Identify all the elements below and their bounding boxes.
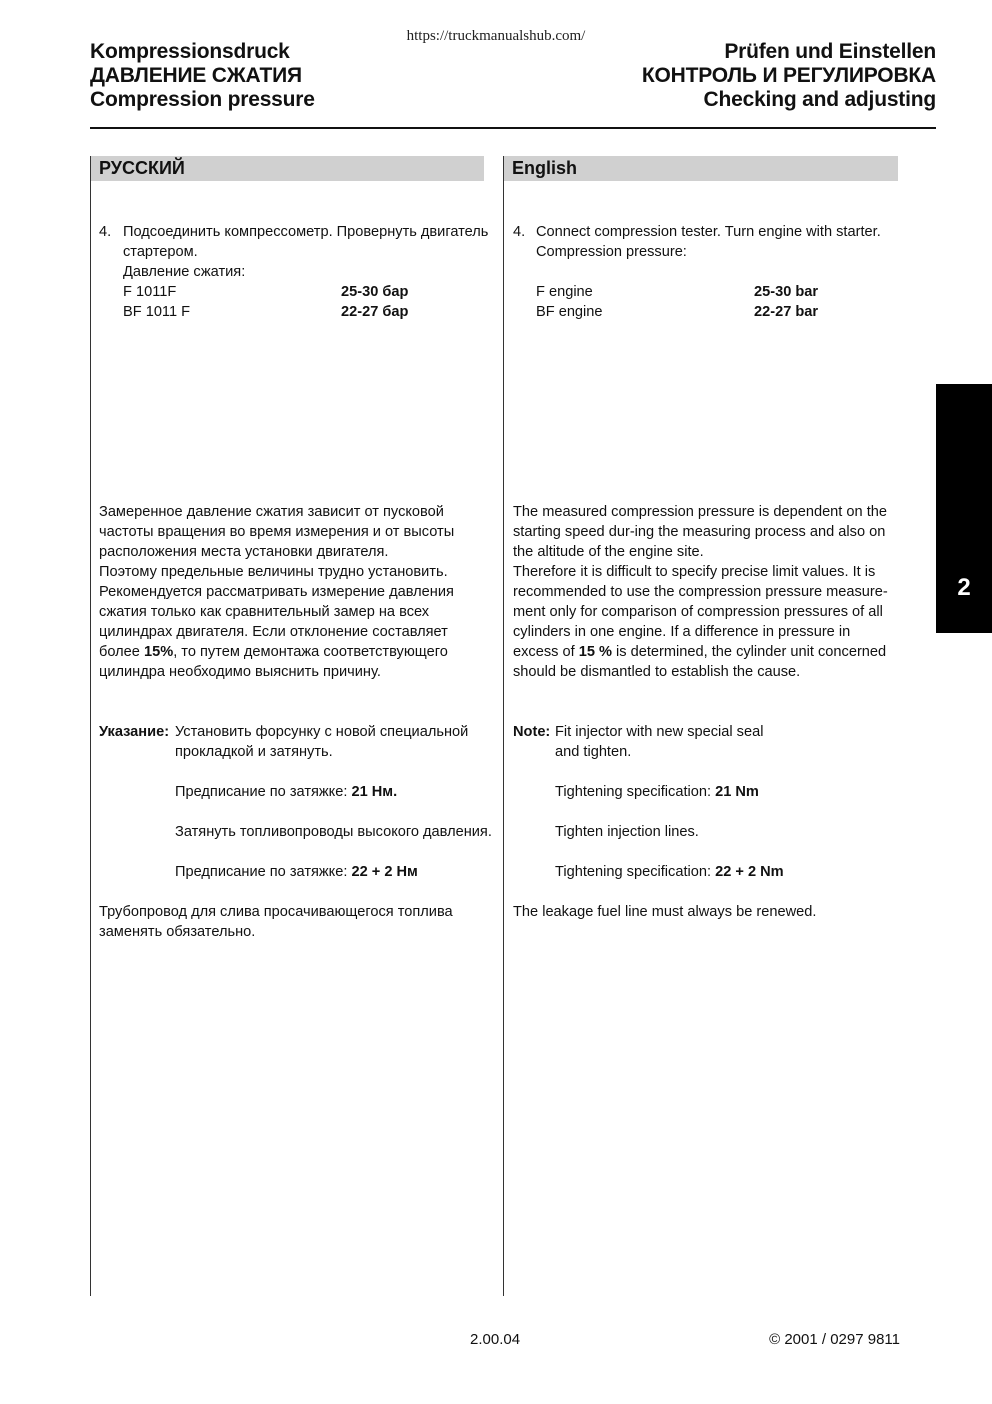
header-rule bbox=[90, 127, 936, 129]
copyright: © 2001 / 0297 9811 bbox=[769, 1331, 900, 1348]
en-paragraph bbox=[513, 502, 918, 682]
en-para-line: Therefore it is difficult to specify precise limit values. It is bbox=[513, 564, 876, 580]
ru-spec1-value: 25-30 бар bbox=[341, 284, 409, 300]
source-url: https://truckmanualshub.com/ bbox=[406, 28, 586, 44]
en-spec2-value: 22-27 bar bbox=[754, 304, 819, 320]
en-para-line: ment only for comparison of compression pressures of all bbox=[513, 604, 883, 620]
ru-step-line: стартером. bbox=[123, 244, 198, 260]
ru-leakage-text: Трубопровод для слива просачивающегося топлива заменять обязательно. bbox=[99, 904, 453, 940]
ru-step-line: Подсоединить компрессометр. Провернуть двигатель bbox=[123, 224, 489, 240]
ru-para-line: расположения места установки двигателя. bbox=[99, 544, 389, 560]
header-left bbox=[90, 40, 315, 112]
ru-para-line: более 15%, то путем демонтажа соответствующего bbox=[99, 644, 448, 660]
en-para-line: should be dismantled to establish the cause. bbox=[513, 664, 801, 680]
ru-step-line: Давление сжатия: bbox=[123, 264, 246, 280]
ru-para-line: цилиндрах двигателя. Если отклонение составляет bbox=[99, 624, 448, 640]
en-para-line: excess of 15 % is determined, the cylinder unit concerned bbox=[513, 644, 887, 660]
en-step-number: 4. bbox=[513, 224, 526, 240]
section-russian: КОНТРОЛЬ И РЕГУЛИРОВКА bbox=[641, 64, 936, 87]
en-leakage-text: The leakage fuel line must always be renewed. bbox=[513, 904, 817, 920]
ru-step-number: 4. bbox=[99, 224, 112, 240]
ru-para-line: Поэтому предельные величины трудно установить. bbox=[99, 564, 448, 580]
en-torque-1: Tightening specification: 21 Nm bbox=[555, 784, 759, 800]
en-spec1-label: F engine bbox=[536, 284, 593, 300]
ru-torque-1: Предписание по затяжке: 21 Нм. bbox=[175, 784, 398, 800]
en-step-4 bbox=[513, 222, 913, 272]
page-number: 2.00.04 bbox=[470, 1331, 521, 1348]
en-note-label: Note: bbox=[513, 724, 551, 740]
ru-para-line: сжатия только как сравнительный замер на всех bbox=[99, 604, 430, 620]
title-russian: ДАВЛЕНИЕ СЖАТИЯ bbox=[90, 64, 302, 87]
middle-column-line bbox=[503, 156, 504, 1296]
ru-para-line: Рекомендуется рассматривать измерение давления bbox=[99, 584, 454, 600]
ru-note-label: Указание: bbox=[99, 724, 170, 740]
russian-column-heading: РУССКИЙ bbox=[91, 156, 484, 181]
ru-lines-text: Затянуть топливопроводы высокого давления. bbox=[175, 824, 492, 840]
title-german: Kompressionsdruck bbox=[90, 40, 290, 63]
en-para-line: The measured compression pressure is dependent on the bbox=[513, 504, 887, 520]
section-german: Prüfen und Einstellen bbox=[724, 40, 936, 63]
ru-para-line: цилиндра необходимо выяснить причину. bbox=[99, 664, 381, 680]
ru-spec1-label: F 1011F bbox=[123, 284, 177, 300]
ru-paragraph bbox=[99, 502, 494, 682]
en-lines-text: Tighten injection lines. bbox=[555, 824, 699, 840]
en-step-line: Connect compression tester. Turn engine with starter. bbox=[536, 224, 881, 240]
en-torque-2: Tightening specification: 22 + 2 Nm bbox=[555, 864, 784, 880]
ru-para-line: Замеренное давление сжатия зависит от пусковой bbox=[99, 504, 444, 520]
chapter-tab bbox=[936, 384, 992, 633]
en-para-line: recommended to use the compression pressure measure- bbox=[513, 584, 888, 600]
en-spec2-label: BF engine bbox=[536, 304, 603, 320]
en-para-line: cylinders in one engine. If a difference in pressure in bbox=[513, 624, 851, 640]
en-para-line: starting speed dur-ing the measuring process and also on bbox=[513, 524, 886, 540]
chapter-number: 2 bbox=[957, 574, 971, 601]
english-column-heading: English bbox=[504, 156, 898, 181]
ru-para-line: частоты вращения во время измерения и от высоты bbox=[99, 524, 455, 540]
ru-torque-2: Предписание по затяжке: 22 + 2 Нм bbox=[175, 864, 418, 880]
en-para-line: the altitude of the engine site. bbox=[513, 544, 704, 560]
en-spec1-value: 25-30 bar bbox=[754, 284, 819, 300]
left-column-line bbox=[90, 156, 91, 1296]
en-note-text: Fit injector with new special seal and tighten. bbox=[555, 724, 764, 760]
section-english: Checking and adjusting bbox=[703, 88, 936, 111]
title-english: Compression pressure bbox=[90, 88, 315, 111]
en-step-line: Compression pressure: bbox=[536, 244, 687, 260]
ru-spec2-label: BF 1011 F bbox=[123, 304, 191, 320]
header-right bbox=[642, 40, 936, 112]
ru-note-text: Установить форсунку с новой специальной прокладкой и затянуть. bbox=[175, 724, 469, 760]
ru-spec2-value: 22-27 бар bbox=[341, 304, 409, 320]
